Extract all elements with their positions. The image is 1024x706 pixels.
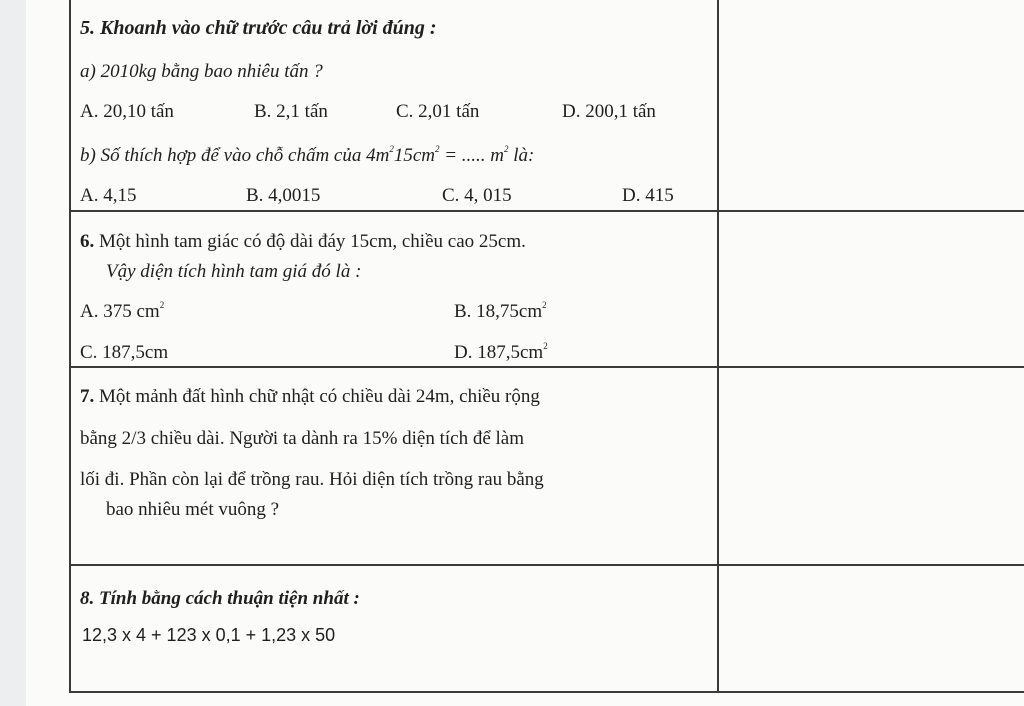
q6-option-c[interactable]: C. 187,5cm [80, 342, 169, 363]
q7-question-line2: bằng 2/3 chiều dài. Người ta dành ra 15% diện tích để làm [80, 428, 525, 449]
q5-header: 5. Khoanh vào chữ trước câu trả lời đúng : [80, 17, 437, 39]
table-left-border [69, 0, 71, 692]
q5a-option-b[interactable]: B. 2,1 tấn [254, 101, 328, 122]
q6-option-a[interactable]: A. 375 $cm^2$ [80, 300, 165, 322]
q5b-option-d[interactable]: D. 415 [622, 185, 674, 206]
q5a-option-c[interactable]: C. 2,01 tấn [396, 101, 480, 122]
q5b-question: b) Số thích hợp để vào chỗ chấm của $4m^215cm^2$ = ..... $m^2$ là: [80, 144, 535, 166]
q6-question-line2: Vậy diện tích hình tam giá đó là : [106, 261, 362, 282]
q5a-question: a) 2010kg bằng bao nhiêu tấn ? [80, 61, 323, 82]
q6-option-b[interactable]: B. $18,75cm^2$ [454, 300, 547, 322]
q5b-option-b[interactable]: B. 4,0015 [246, 185, 321, 206]
q5b-option-c[interactable]: C. 4, 015 [442, 185, 512, 206]
q8-expression: 12,3 x 4 + 123 x 0,1 + 1,23 x 50 [82, 625, 336, 645]
q6-option-d[interactable]: D. $187,5cm^2$ [454, 341, 548, 363]
q5b-option-a[interactable]: A. 4,15 [80, 185, 137, 206]
q5a-option-a[interactable]: A. 20,10 tấn [80, 101, 174, 122]
q7-question-line1: 7. Một mảnh đất hình chữ nhật có chiều dài 24m, chiều rộng [80, 386, 540, 407]
row-divider-q6-q7 [69, 366, 1024, 368]
row-divider-q5-q6 [69, 210, 1024, 212]
table-bottom-border [69, 691, 1024, 693]
q5a-option-d[interactable]: D. 200,1 tấn [562, 101, 656, 122]
q7-question-line4: bao nhiêu mét vuông ? [106, 499, 280, 520]
q8-header: 8. Tính bằng cách thuận tiện nhất : [80, 588, 360, 609]
worksheet-page [26, 0, 1024, 706]
row-divider-q7-q8 [69, 564, 1024, 566]
table-column-divider [717, 0, 719, 692]
q7-question-line3: lối đi. Phần còn lại để trồng rau. Hỏi diện tích trồng rau bằng [80, 469, 544, 490]
q6-question-line1: 6. Một hình tam giác có độ dài đáy 15cm, chiều cao 25cm. [80, 231, 526, 252]
